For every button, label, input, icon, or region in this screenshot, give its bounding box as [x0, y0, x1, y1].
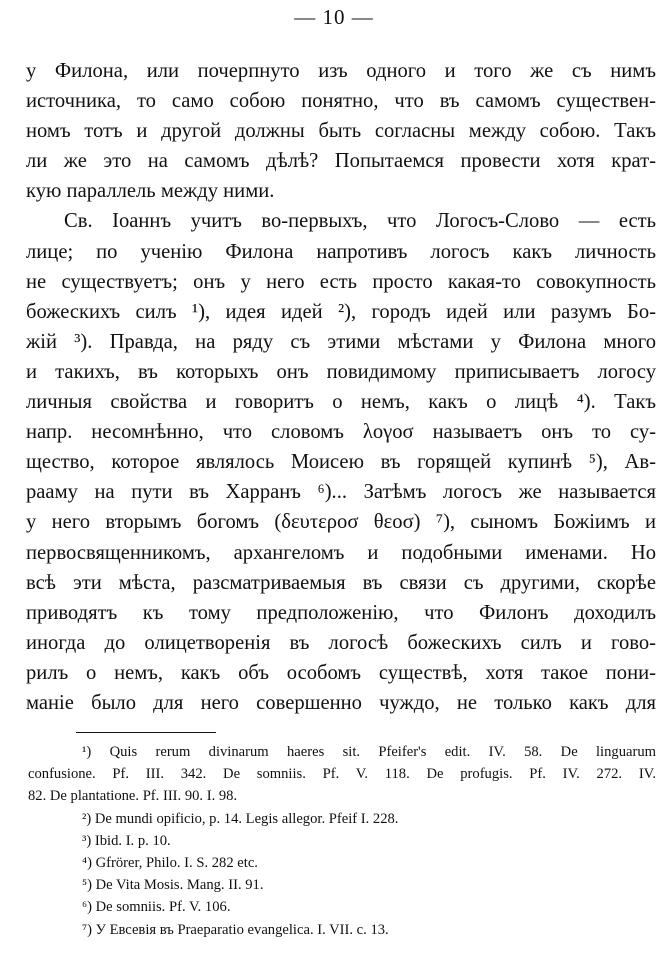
text-line: первосвященникомъ, архангеломъ и подобными именами. Но	[26, 541, 656, 564]
text-line: у него вторымъ богомъ (δευτεροσ θεοσ) ⁷), сыномъ Божіимъ и	[26, 511, 656, 534]
footnotes	[28, 741, 656, 941]
footnote-line: ²) De mundi opificio, p. 14. Legis allegor. Pfeif I. 228.	[82, 810, 399, 827]
footnote-line: ¹) Quis rerum divinarum haeres sit. Pfeifer's edit. IV. 58. De linguarum	[82, 744, 656, 760]
text-line: источника, то само собою понятно, что въ самомъ существен-	[26, 90, 656, 113]
text-line: рилъ о немъ, какъ объ особомъ существѣ, хотя такое пони-	[26, 661, 656, 684]
text-line: всѣ эти мѣста, разсматриваемыя въ связи съ другими, скорѣе	[26, 571, 656, 594]
footnote-line: ⁴) Gfrörer, Philo. I. S. 282 etc.	[82, 854, 258, 871]
footnote-line: ⁶) De somniis. Pf. V. 106.	[82, 899, 231, 916]
text-line: личныя свойства и говоритъ о немъ, какъ о лицѣ ⁴). Такъ	[26, 391, 656, 414]
text-line: номъ тотъ и другой должны быть согласны между собою. Такъ	[26, 120, 656, 143]
text-line: не существуетъ; онъ у него есть просто какая-то совокупность	[26, 270, 656, 293]
text-line: маніе было для него совершенно чуждо, не только какъ для	[26, 691, 656, 714]
text-line: у Филона, или почерпнуто изъ одного и того же съ нимъ	[26, 60, 656, 82]
footnote-line: ⁵) De Vita Mosis. Mang. II. 91.	[82, 877, 264, 894]
footnote-line: 82. De plantatione. Pf. III. 90. I. 98.	[28, 788, 238, 805]
text-line: жій ³). Правда, на ряду съ этими мѣстами у Филона много	[26, 330, 656, 353]
footnote-line: confusione. Pf. III. 342. De somniis. Pf. V. 118. De profugis. Pf. IV. 272. IV.	[28, 766, 656, 783]
text-line: божескихъ силъ ¹), идея идей ²), городъ идей или разумъ Бо-	[26, 300, 656, 323]
main-text	[26, 56, 656, 718]
text-line: приводятъ къ тому предположенію, что Филонъ доходилъ	[26, 601, 656, 624]
text-line: кую параллель между ними.	[26, 180, 275, 203]
text-line: Св. Іоаннъ учитъ во-первыхъ, что Логосъ-Слово — есть	[64, 210, 656, 233]
text-line: иногда до олицетворенія въ логосѣ божескихъ силъ и гово-	[26, 631, 656, 654]
text-line: лице; по ученію Филона напротивъ логосъ какъ личность	[26, 240, 656, 263]
footnote-line: ³) Ibid. I. p. 10.	[82, 832, 171, 849]
text-line: и такихъ, въ которыхъ онъ повидимому приписываетъ логосу	[26, 360, 656, 383]
text-line: щество, которое являлось Моисею въ горящей купинѣ ⁵), Ав-	[26, 451, 656, 474]
footnote-divider	[76, 732, 216, 733]
text-line: рааму на пути въ Харранъ ⁶)... Затѣмъ логосъ же называется	[26, 481, 656, 504]
text-line: ли же это на самомъ дѣлѣ? Попытаемся провести хотя крат-	[26, 150, 656, 173]
footnote-line: ⁷) У Евсевія въ Praeparatio evangelica. I. VII. c. 13.	[82, 921, 389, 938]
page-number: — 10 —	[294, 5, 374, 29]
text-line: напр. несомнѣнно, что словомъ λογοσ называетъ онъ то су-	[26, 421, 656, 444]
